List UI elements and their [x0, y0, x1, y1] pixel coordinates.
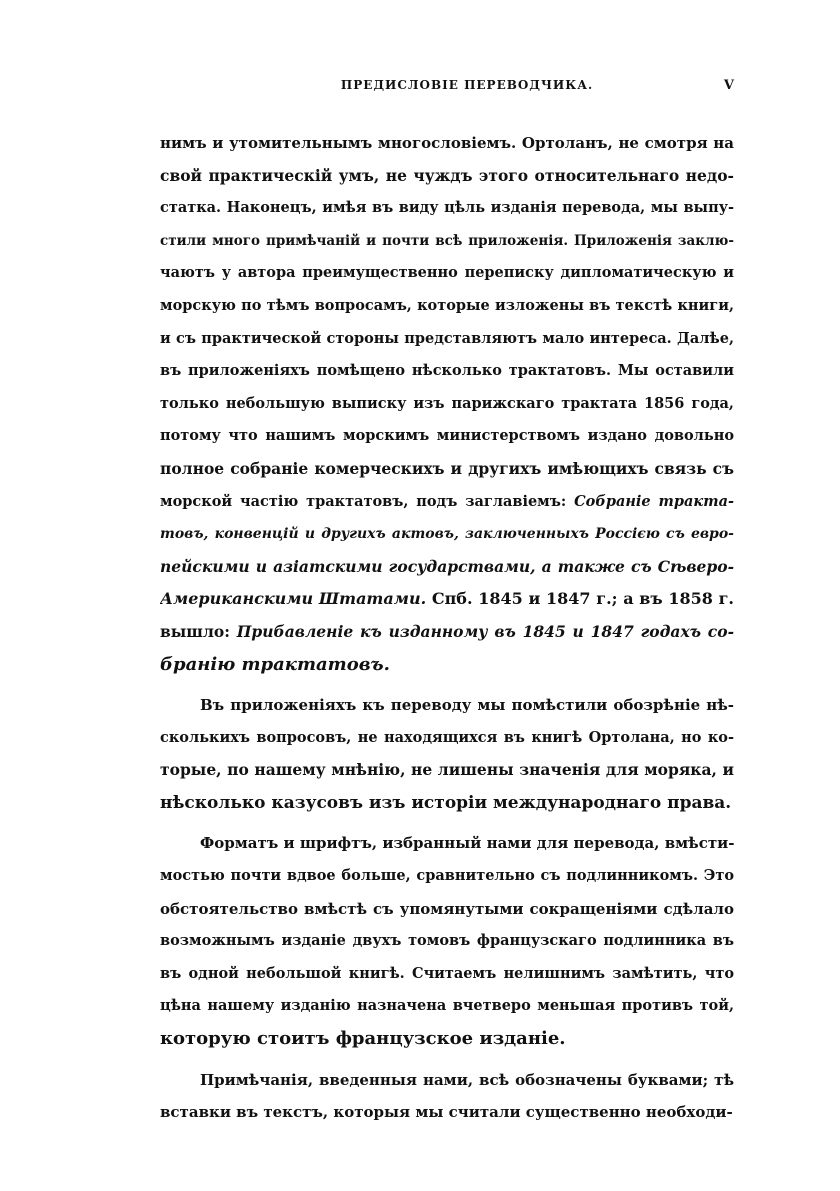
text-line — [160, 616, 734, 649]
text-line — [160, 486, 734, 519]
text-line — [160, 420, 734, 453]
text-run: морскую по тѣмъ вопросамъ, которые изложены въ текстѣ книги, — [160, 296, 734, 314]
text-line — [160, 893, 734, 926]
text-run: которую стоитъ французское изданіе. — [160, 1028, 566, 1050]
text-line — [160, 689, 734, 722]
text-line — [160, 518, 734, 551]
text-run: въ приложеніяхъ помѣщено нѣсколько трактатовъ. Мы оставили — [160, 362, 734, 380]
text-line — [160, 323, 734, 356]
text-run: обстоятельство вмѣстѣ съ упомянутыми сокращеніями сдѣлало — [160, 899, 734, 918]
text-run: Форматъ и шрифтъ, избранный нами для перевода, вмѣсти- — [200, 834, 734, 853]
text-run: въ одной небольшой книгѣ. Считаемъ нелишнимъ замѣтить, что — [160, 964, 734, 982]
text-run: нимъ и утомительнымъ многословіемъ. Ортоланъ, не смотря на — [160, 134, 734, 152]
text-line — [160, 388, 734, 421]
text-line — [160, 192, 734, 225]
text-line — [160, 990, 734, 1023]
text-line — [160, 649, 734, 682]
text-run: Спб. 1845 и 1847 г.; а въ 1858 г. — [426, 589, 734, 609]
italic-text: пейскими и азіатскими государствами, — [160, 556, 542, 576]
text-run: статка. Наконецъ, имѣя въ виду цѣль изданія перевода, мы выпу- — [160, 199, 734, 217]
paragraph — [160, 689, 734, 819]
paragraph — [160, 827, 734, 1055]
text-line — [160, 1096, 734, 1129]
text-run: свой практическій умъ, не чуждъ этого относительнаго недо- — [160, 165, 734, 185]
text-run: вставки въ текстъ, которыя мы считали существенно необходи- — [160, 1103, 733, 1122]
text-line — [160, 290, 734, 323]
text-line — [160, 787, 734, 820]
text-run: мостью почти вдвое больше, сравнительно съ подлинникомъ. Это — [160, 867, 734, 885]
italic-text: Собраніе тракта- — [574, 492, 734, 510]
text-line — [160, 860, 734, 893]
text-run: морской частію трактатовъ, подъ заглавіемъ: — [160, 492, 575, 510]
text-run: сколькихъ вопросовъ, не находящихся въ книгѣ Ортолана, но ко- — [160, 728, 734, 746]
paragraph — [160, 127, 734, 681]
text-line — [160, 355, 734, 388]
text-run: только небольшую выписку изъ парижскаго трактата 1856 года, — [160, 394, 734, 412]
text-line — [160, 551, 734, 584]
text-line — [160, 722, 734, 755]
text-run: нѣсколько казусовъ изъ исторіи международнаго права. — [160, 792, 732, 813]
text-run: вышло: — [160, 621, 237, 641]
paragraph-gap — [160, 681, 734, 689]
text-line — [160, 958, 734, 991]
text-run: возможнымъ изданіе двухъ томовъ французскаго подлинника въ — [160, 932, 734, 950]
italic-text: а также съ Сѣверо- — [541, 556, 734, 576]
text-line — [160, 160, 734, 193]
text-line — [160, 225, 734, 258]
paragraph — [160, 1064, 734, 1129]
text-line — [160, 1023, 734, 1056]
italic-text: Американскими Штатами. — [160, 589, 427, 609]
text-line — [160, 453, 734, 486]
text-run: и съ практической стороны представляютъ мало интереса. Далѣе, — [160, 329, 734, 347]
running-head — [160, 78, 734, 98]
text-run: Въ приложеніяхъ къ переводу мы помѣстили обозрѣніе нѣ- — [200, 696, 734, 715]
running-title: ПРЕДИСЛОВІЕ ПЕРЕВОДЧИКА. — [340, 78, 594, 92]
text-run: потому что нашимъ морскимъ министерствомъ издано довольно — [160, 427, 734, 445]
text-run: торые, по нашему мнѣнію, не лишены значенія для моряка, и — [160, 760, 734, 780]
text-line — [160, 583, 734, 616]
text-run: цѣна нашему изданію назначена вчетверо меньшая противъ той, — [160, 997, 734, 1015]
text-run: полное собраніе комерческихъ и другихъ имѣющихъ связь съ — [160, 458, 734, 478]
text-line — [160, 925, 734, 958]
text-line — [160, 827, 734, 860]
text-line — [160, 754, 734, 787]
page-number: V — [723, 78, 734, 93]
paragraph-gap — [160, 1056, 734, 1064]
italic-text: бранію трактатовъ. — [160, 653, 390, 675]
text-line — [160, 1064, 734, 1097]
text-line — [160, 127, 734, 160]
paragraph-gap — [160, 819, 734, 827]
text-run: стили много примѣчаній и почти всѣ приложенія. Приложенія заклю- — [160, 232, 734, 249]
text-run: чаютъ у автора преимущественно переписку дипломатическую и — [160, 264, 734, 282]
body-text — [160, 127, 734, 1129]
text-line — [160, 257, 734, 290]
italic-text: Прибавленіе къ изданному въ 1845 и 1847 годахъ со- — [236, 621, 734, 641]
italic-text: товъ, конвенцій и другихъ актовъ, заключенныхъ Россією съ евро- — [160, 526, 734, 543]
text-run: Примѣчанія, введенныя нами, всѣ обозначены буквами; тѣ — [200, 1070, 734, 1089]
